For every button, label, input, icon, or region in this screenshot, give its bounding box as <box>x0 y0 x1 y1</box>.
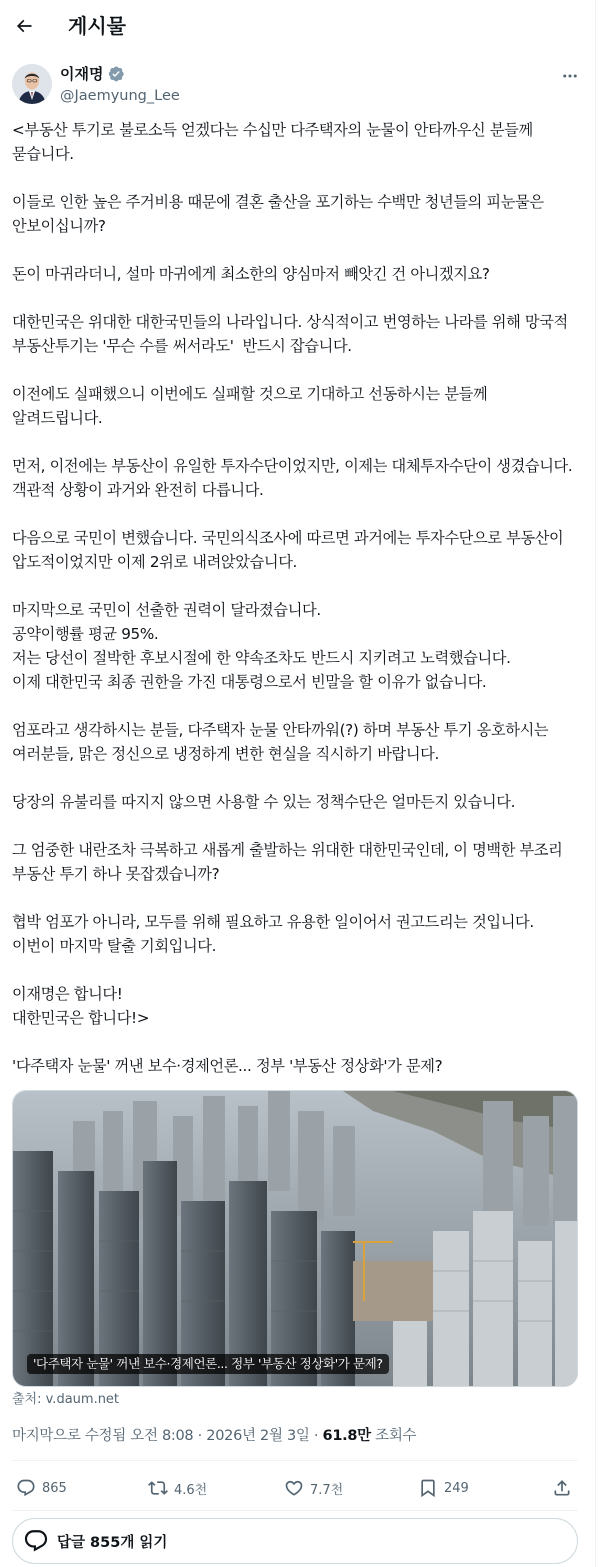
page-title: 게시물 <box>68 14 126 38</box>
like-button[interactable] <box>284 1474 343 1502</box>
verified-badge-icon <box>107 65 125 83</box>
post-paragraph: 마지막으로 국민이 선출한 권력이 달라졌습니다. 공약이행률 평균 95%. 저는 당선이 절박한 후보시절에 한 약속조차도 반드시 지키려고 노력했습니다. 이제 대한민국 최종 권한을 가진 대통령으로서 빈말을 할 이유가 없습니다. <box>12 601 511 691</box>
author-row <box>12 62 584 110</box>
speech-bubble-icon <box>23 1528 49 1554</box>
post-paragraph: 그 엄중한 내란조차 극복하고 새롭게 출발하는 위대한 대한민국인데, 이 명백한 부조리 부동산 투기 하나 못잡겠습니까? <box>12 841 567 883</box>
post-paragraph: 대한민국은 위대한 대한국민들의 나라입니다. 상식적이고 번영하는 나라를 위해 망국적 부동산투기는 '무슨 수를 써서라도' 반드시 잡습니다. <box>12 313 573 355</box>
author-handle[interactable]: @Jaemyung_Lee <box>60 88 180 104</box>
back-button[interactable] <box>10 12 38 40</box>
post-paragraph: 돈이 마귀라더니, 설마 마귀에게 최소한의 양심마저 빼앗긴 건 아니겠지요? <box>12 265 490 283</box>
post-paragraph: 엄포라고 생각하시는 분들, 다주택자 눈물 안타까워(?) 하며 부동산 투기 옹호하시는 여러분들, 맑은 정신으로 냉정하게 변한 현실을 직시하기 바랍니다. <box>12 721 553 763</box>
divider <box>12 1510 578 1511</box>
post-text <box>12 118 578 1078</box>
post-paragraph: 이들로 인한 높은 주거비용 때문에 결혼 출산을 포기하는 수백만 청년들의 피눈물은 안보이십니까? <box>12 193 549 235</box>
post-date[interactable]: 2026년 2월 3일 <box>206 1428 310 1444</box>
bookmark-icon <box>418 1478 438 1498</box>
heart-icon <box>284 1478 304 1498</box>
avatar-image <box>12 64 52 104</box>
reply-button[interactable] <box>16 1474 67 1502</box>
view-count-label: 조회수 <box>375 1428 417 1444</box>
reply-icon <box>16 1478 36 1498</box>
more-horizontal-icon <box>561 67 579 85</box>
meta-separator: · <box>193 1428 207 1444</box>
link-preview-card[interactable] <box>12 1090 578 1387</box>
link-card-caption: '다주택자 눈물' 꺼낸 보수·경제언론... 정부 '부동산 정상화'가 문제? <box>27 1354 389 1374</box>
author-name[interactable] <box>60 64 125 84</box>
more-options-button[interactable] <box>558 64 582 88</box>
post-paragraph: 다음으로 국민이 변했습니다. 국민의식조사에 따르면 과거에는 투자수단으로 부동산이 압도적이었지만 이제 2위로 내려앉았습니다. <box>12 529 568 571</box>
reply-count: 865 <box>42 1480 67 1496</box>
share-button[interactable] <box>552 1474 572 1502</box>
arrow-left-icon <box>14 16 34 36</box>
post-paragraph: 당장의 유불리를 따지지 않으면 사용할 수 있는 정책수단은 얼마든지 있습니다. <box>12 793 516 811</box>
page-right-border <box>595 0 596 1567</box>
meta-separator: · <box>309 1428 323 1444</box>
read-replies-label: 답글 855개 읽기 <box>57 1534 168 1551</box>
author-name-text: 이재명 <box>60 65 104 83</box>
repost-count: 4.6천 <box>174 1482 208 1498</box>
post-paragraph: 협박 엄포가 아니라, 모두를 위해 필요하고 유용한 일이어서 권고드리는 것입니다. 이번이 마지막 탈출 기회입니다. <box>12 913 534 955</box>
share-icon <box>552 1478 572 1498</box>
post-meta <box>12 1425 416 1447</box>
repost-button[interactable] <box>148 1474 207 1502</box>
divider <box>12 1460 578 1461</box>
action-bar <box>12 1474 578 1502</box>
link-preview-image <box>13 1091 578 1387</box>
top-bar <box>0 0 596 52</box>
avatar[interactable] <box>12 64 52 104</box>
post-paragraph: 이재명은 합니다! 대한민국은 합니다!> <box>12 985 150 1027</box>
post-paragraph: <부동산 투기로 불로소득 얻겠다는 수십만 다주택자의 눈물이 안타까우신 분들께 묻습니다. <box>12 121 538 163</box>
view-count: 61.8만 <box>322 1428 371 1444</box>
post-paragraph: '다주택자 눈물' 꺼낸 보수·경제언론... 정부 '부동산 정상화'가 문제? <box>12 1057 443 1075</box>
post-paragraph: 먼저, 이전에는 부동산이 유일한 투자수단이었지만, 이제는 대체투자수단이 생겼습니다. 객관적 상황이 과거와 완전히 다릅니다. <box>12 457 577 499</box>
link-card-source[interactable]: 출처: v.daum.net <box>12 1392 120 1407</box>
bookmark-count: 249 <box>444 1480 469 1496</box>
repost-icon <box>148 1478 168 1498</box>
edited-time[interactable]: 마지막으로 수정됨 오전 8:08 <box>12 1428 194 1444</box>
post-paragraph: 이전에도 실패했으니 이번에도 실패할 것으로 기대하고 선동하시는 분들께 알려드립니다. <box>12 385 492 427</box>
read-replies-button[interactable] <box>12 1518 578 1564</box>
bookmark-button[interactable] <box>418 1474 469 1502</box>
like-count: 7.7천 <box>310 1482 344 1498</box>
